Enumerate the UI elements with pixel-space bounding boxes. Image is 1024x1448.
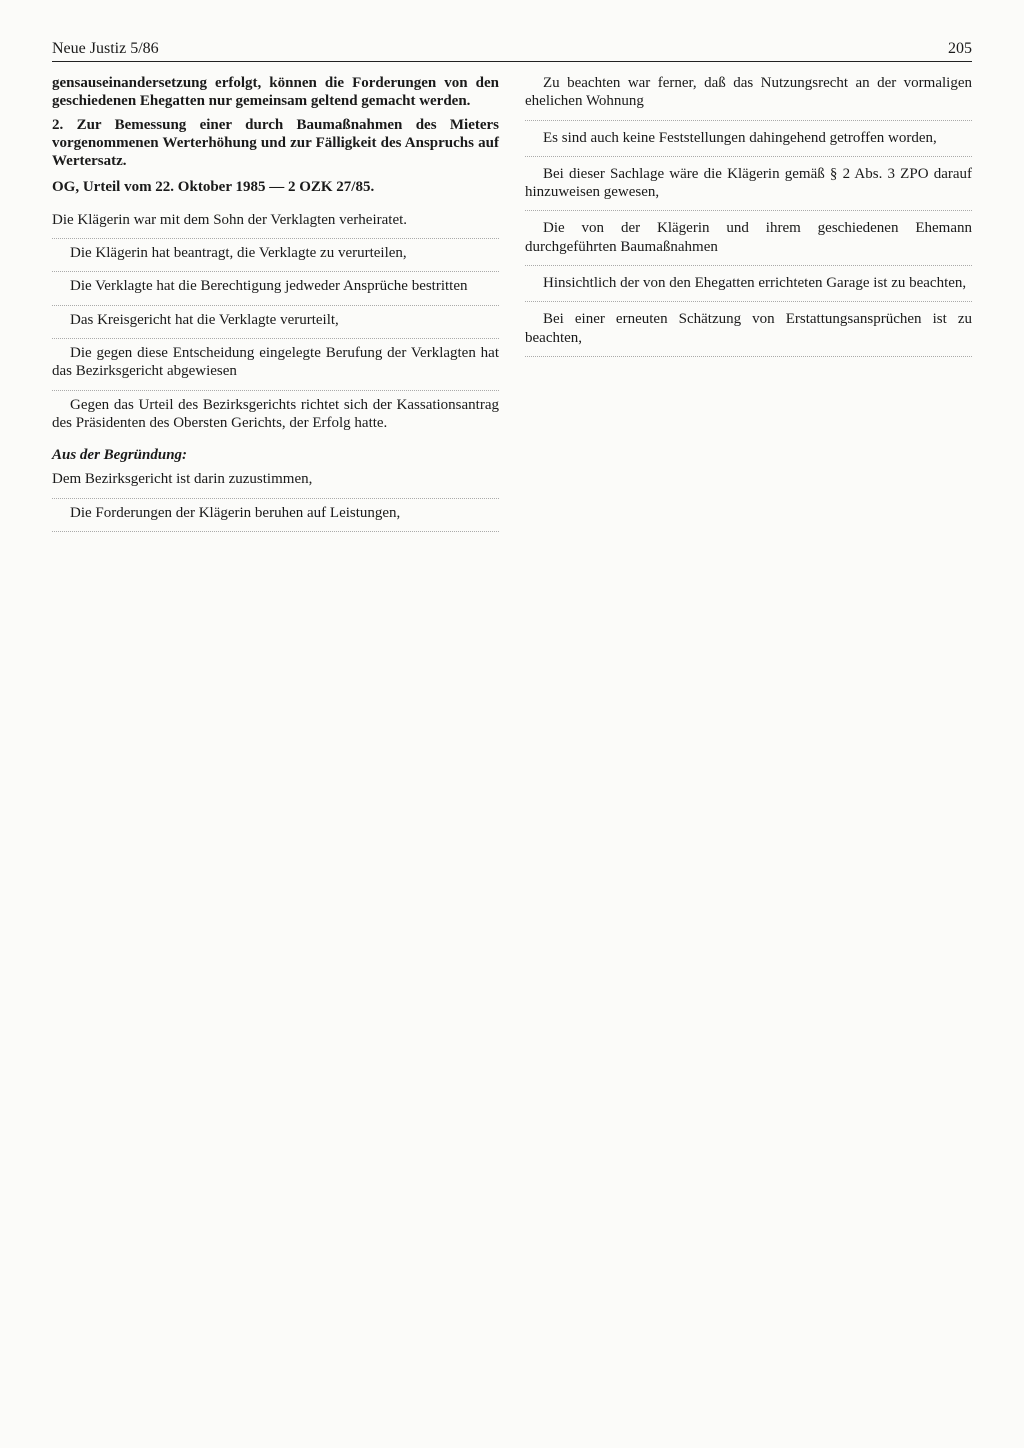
headnote-continuation: gensauseinandersetzung erfolgt, können die Forderungen von den geschiedenen Ehegatten nur gemeinsam geltend gemacht werden. bbox=[52, 75, 499, 110]
left-column bbox=[52, 74, 499, 537]
facts-paragraph: Die gegen diese Entscheidung eingelegte Berufung der Verklagten hat das Bezirksgericht abgewiesen bbox=[52, 344, 499, 391]
reasons-paragraph: Die Forderungen der Klägerin beruhen auf Leistungen, bbox=[52, 504, 499, 532]
reasons-paragraph: Dem Bezirksgericht ist darin zuzustimmen, bbox=[52, 470, 499, 498]
facts-paragraph: Das Kreisgericht hat die Verklagte verurteilt, bbox=[52, 311, 499, 339]
body-paragraph: Hinsichtlich der von den Ehegatten errichteten Garage ist zu beachten, bbox=[525, 274, 972, 302]
body-paragraph: Die von der Klägerin und ihrem geschiedenen Ehemann durchgeführten Baumaßnahmen bbox=[525, 219, 972, 266]
body-paragraph: Zu beachten war ferner, daß das Nutzungsrecht an der vormaligen ehelichen Wohnung bbox=[525, 74, 972, 121]
body-paragraph: Bei dieser Sachlage wäre die Klägerin gemäß § 2 Abs. 3 ZPO darauf hinzuweisen gewesen, bbox=[525, 165, 972, 212]
facts-paragraph: Die Verklagte hat die Berechtigung jedweder Ansprüche bestritten bbox=[52, 277, 499, 305]
journal-issue: Neue Justiz 5/86 bbox=[52, 40, 159, 57]
facts-paragraph: Die Klägerin hat beantragt, die Verklagte zu verurteilen, bbox=[52, 244, 499, 272]
body-paragraph: Bei einer erneuten Schätzung von Erstattungsansprüchen ist zu beachten, bbox=[525, 310, 972, 357]
facts-paragraph: Die Klägerin war mit dem Sohn der Verklagten verheiratet. bbox=[52, 211, 499, 239]
right-column bbox=[525, 74, 972, 537]
article-body bbox=[52, 74, 972, 537]
facts-paragraph: Gegen das Urteil des Bezirksgerichts richtet sich der Kassationsantrag des Präsidenten des Obersten Gerichts, der Erfolg hatte. bbox=[52, 396, 499, 431]
page-header bbox=[52, 40, 972, 62]
headnote-2: 2. Zur Bemessung einer durch Baumaßnahmen des Mieters vorgenommenen Werterhöhung und zur Fälligkeit des Anspruchs auf Wertersatz. bbox=[52, 116, 499, 170]
reasons-heading: Aus der Begründung: bbox=[52, 447, 188, 464]
body-paragraph: Es sind auch keine Feststellungen dahingehend getroffen worden, bbox=[525, 129, 972, 157]
page-number: 205 bbox=[948, 40, 972, 57]
decision-citation: OG, Urteil vom 22. Oktober 1985 — 2 OZK 27/85. bbox=[52, 179, 375, 196]
